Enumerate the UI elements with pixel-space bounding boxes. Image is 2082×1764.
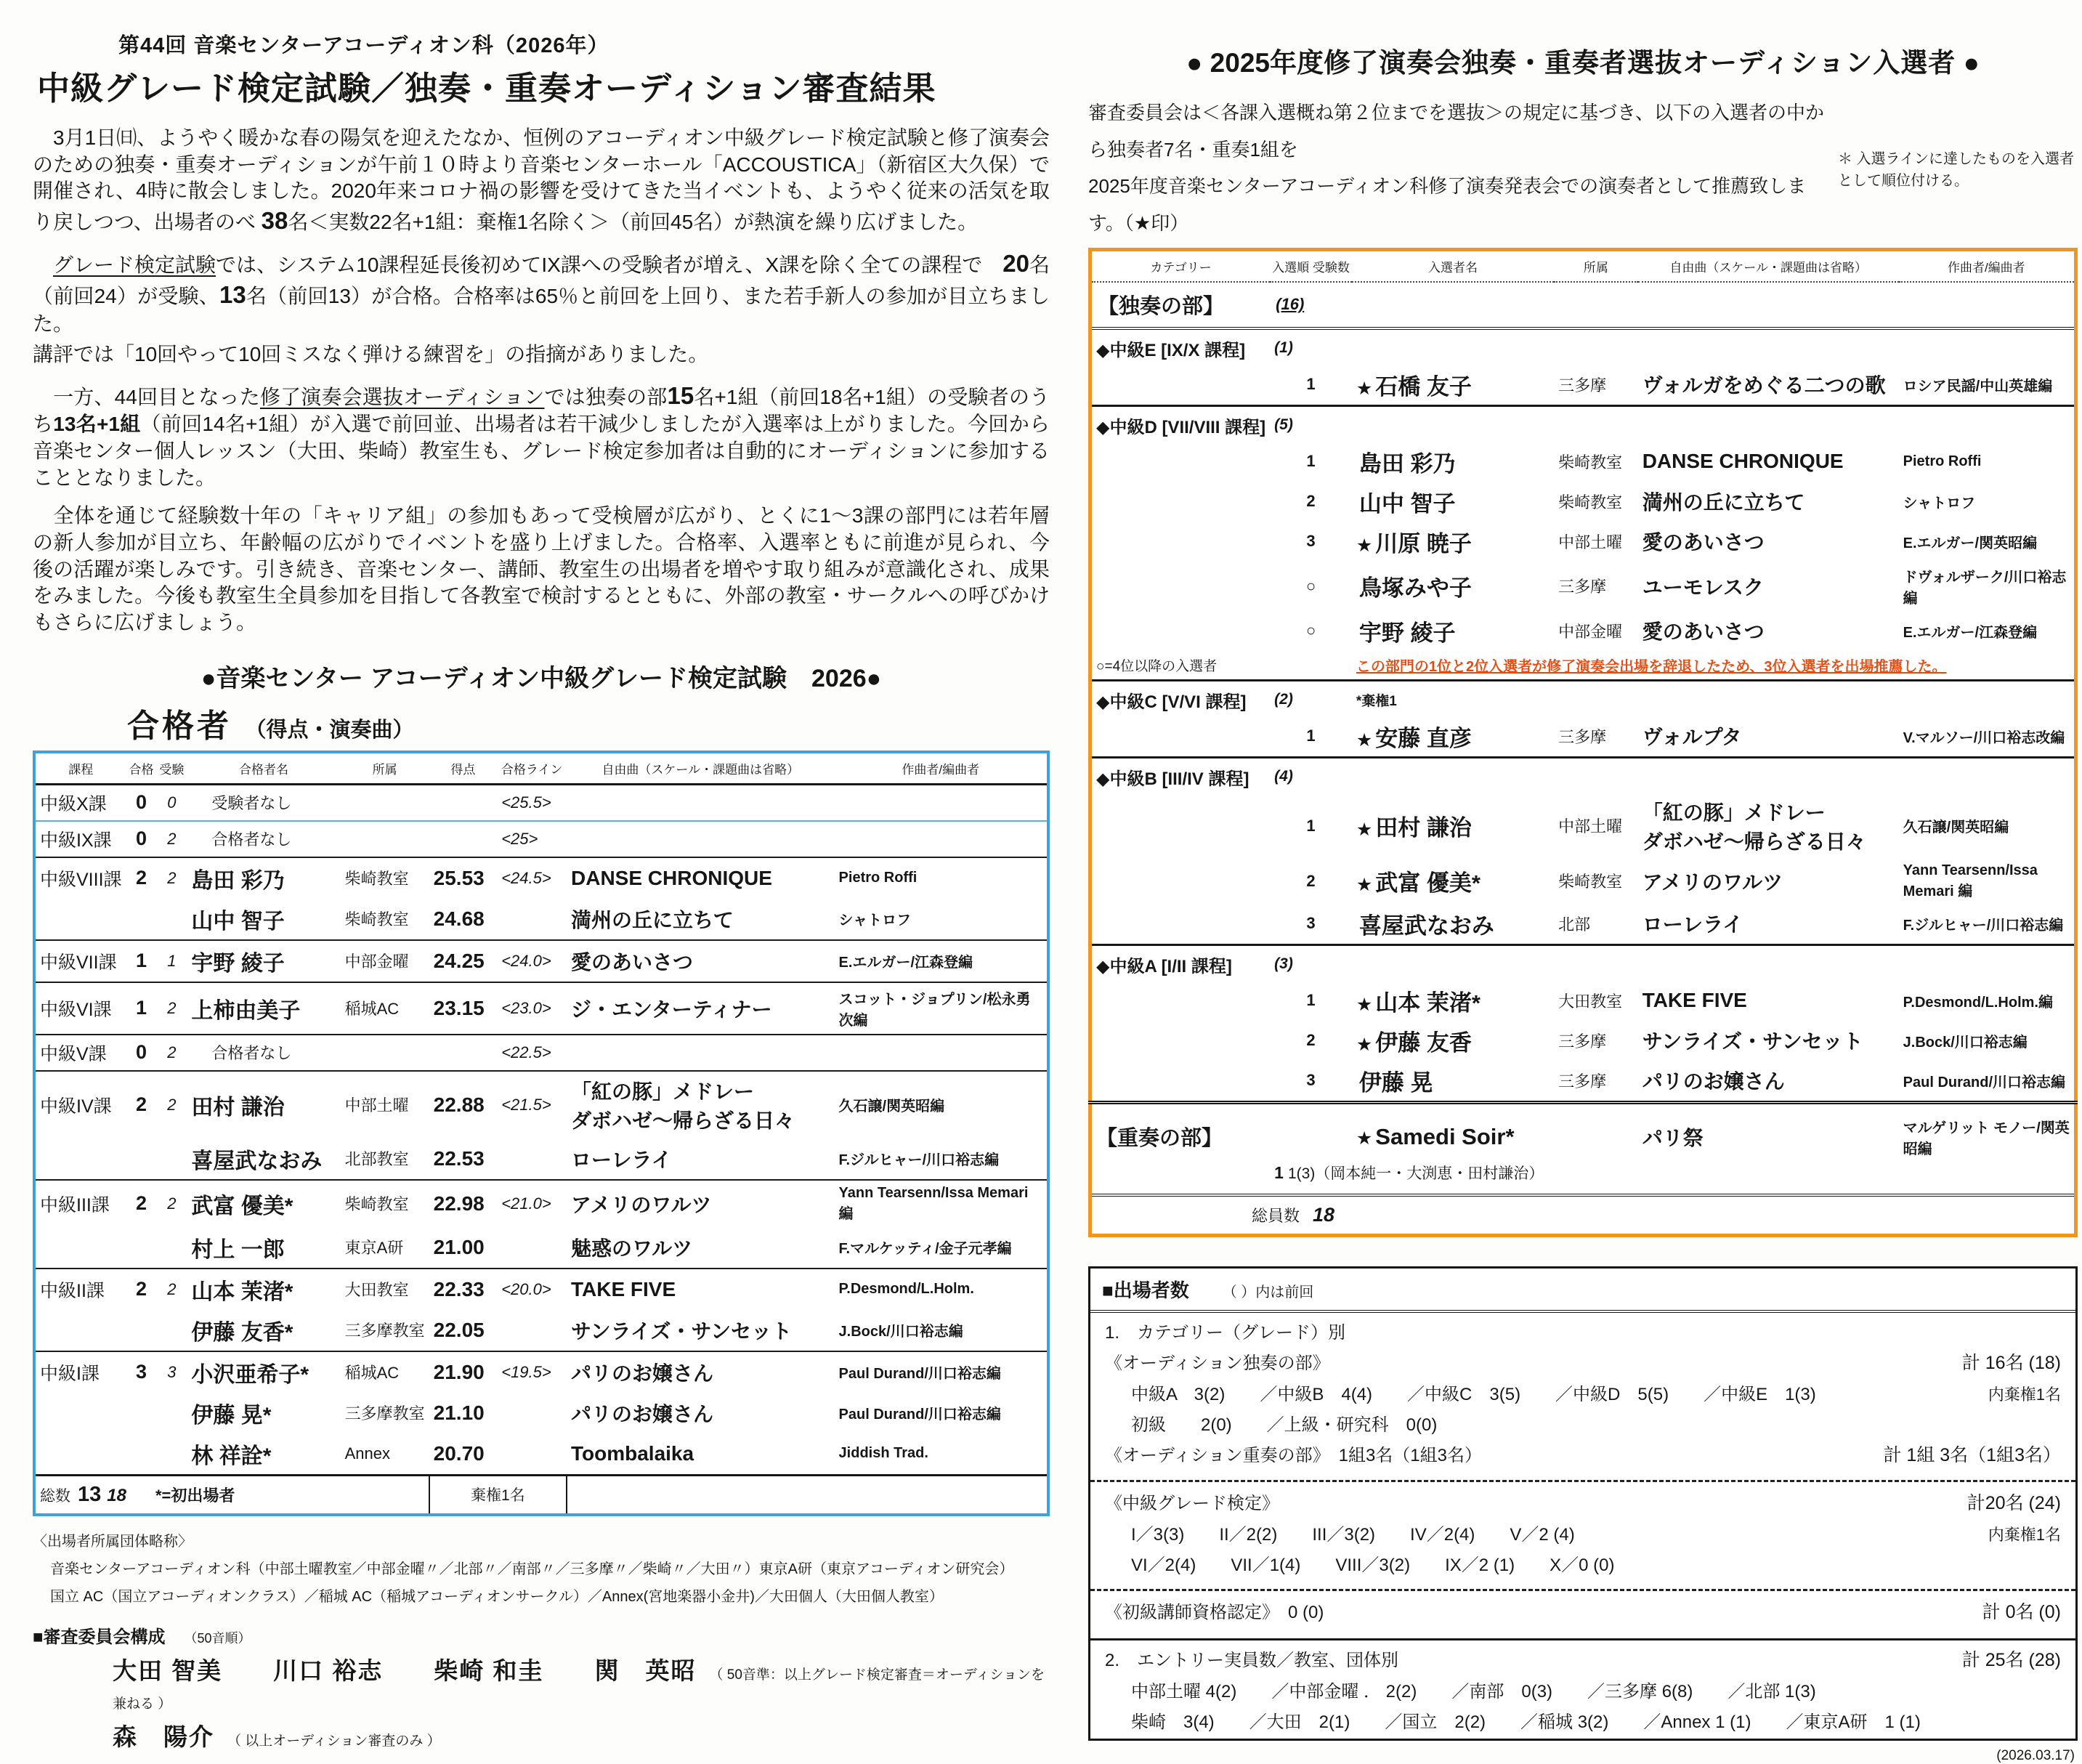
grade-results-table: [33, 750, 1050, 1516]
text-segment: 名＜実数22名+1組：棄権1名除く＞（前回45名）が熱演を繰り広げました。: [288, 211, 979, 234]
audition-intro: [1088, 94, 2078, 242]
abstain-note: *棄権1: [1352, 680, 2076, 716]
star-icon: ★: [1356, 1034, 1373, 1055]
cert-section-label: 《初級講師資格認定》: [1105, 1602, 1271, 1622]
entry-row: 3 喜屋武なおみ 北部 ローレライ F.ジルヒャー/川口裕志編: [1306, 913, 2064, 939]
text-segment: 名（前回24）が受験、: [33, 254, 1050, 308]
col-composer: 作曲者/編曲者: [1899, 249, 2076, 282]
entry-row: 1 ★ 山本 茉渚* 大田教室 TAKE FIVE P.Desmond/L.Holm.編: [1306, 989, 2053, 1016]
withdrawal-note: この部門の1位と2位入選者が修了演奏会出場を辞退したため、3位入選者を出場推薦した。: [1356, 658, 1947, 675]
text-segment: （前回14名+1組）が入選で前回並、出場者は若干減少しましたが入選率は上がりました。今回から音楽センター個人レッスン（大田、柴崎）教室生も、グレード検定参加者は自動的にオーディションに参加することとなりました。: [33, 413, 1050, 489]
ensemble-members: 1(3)（岡本純一・大渕恵・田村謙治）: [1287, 1165, 1544, 1182]
participant-stats-box: [1088, 1266, 2078, 1741]
col-composer: 作曲者/編曲者: [835, 752, 1048, 785]
cert-value: 0 (0): [1288, 1602, 1324, 1622]
stats-note: （ ）内は前回: [1222, 1284, 1314, 1300]
solo-section-label: 《オーディション独奏の部》: [1105, 1353, 1330, 1373]
col-name: 合格者名: [187, 752, 340, 785]
ranking-note: ＊ 入選ラインに達したものを入選者 として順位付ける。: [1838, 151, 2074, 189]
stats-section1-title: 1. カテゴリー（グレード）別: [1105, 1322, 1346, 1343]
col-line: 合格ライン: [497, 752, 567, 785]
category-row: ◆中級E [IX/X 課程] (1): [1090, 328, 2076, 365]
stats-section2-title: 2. エントリー実員数／教室、団体別: [1105, 1650, 1399, 1670]
grade-total: 計20名 (24): [1966, 1492, 2061, 1513]
table-row: 中級VIII課 2 2 島田 彩乃 柴崎教室 25.53 <24.5> DANSE CHRONIQUE Pietro Roffi: [34, 857, 1048, 899]
table-row: 林 祥詮* Annex 20.70 Toombalaika Jiddish Trad.: [191, 1441, 928, 1468]
judges-note: （ 50音準：以上グレード検定審査＝オーディションを兼ねる ）: [113, 1667, 1045, 1712]
total-label: 総数: [40, 1487, 70, 1505]
table-header-row: [34, 752, 1048, 785]
entry-row: 3 伊藤 晃 三多摩 パリのお嬢さん Paul Durand/川口裕志編: [1306, 1069, 2066, 1096]
entry-row: ○ 宇野 綾子 中部金曜 愛のあいさつ E.エルガー/江森登編: [1305, 620, 2038, 646]
judges-note: （ 以上オーディション審査のみ ）: [227, 1733, 441, 1749]
entry-row: 3 ★ 川原 暁子 中部土曜 愛のあいさつ E.エルガー/関英昭編: [1306, 530, 2038, 557]
first-timer-note: *=初出場者: [155, 1486, 235, 1505]
ensemble-members-row: [1090, 1162, 2076, 1195]
underlined-segment: グレード検定試験: [53, 254, 216, 277]
intro-line: 審査委員会は＜各課入選概ね第２位までを選抜＞の規定に基づき、以下の入選者の中から独奏者7名・重奏1組を: [1088, 102, 1824, 161]
intro-line: 2025年度音楽センターアコーディオン科修了演奏発表会での演奏者として推薦致します。（★印）: [1088, 175, 1807, 235]
paragraph-2: [33, 248, 1050, 337]
report-kicker: 第44回 音楽センターアコーディオン科（2026年）: [118, 34, 609, 57]
entry-row: 2 ★ 武富 優美* 柴崎教室 アメリのワルツ Yann Tearsenn/Issa Memari 編: [1306, 862, 2038, 899]
legend-line: 音楽センターアコーディオン科（中部土曜教室／中部金曜〃／北部〃／南部〃／三多摩〃／柴崎〃／大田〃）東京A研（東京アコーディオン研究会）: [50, 1561, 1014, 1577]
star-icon: ★: [1356, 875, 1373, 896]
solo-breakdown-line: 初級 2(0) ／上級・研究科 0(0): [1131, 1415, 1438, 1435]
abbreviation-legend: [33, 1528, 1050, 1611]
table-total-row: [34, 1475, 1048, 1515]
audition-winners-table: [1088, 248, 2078, 1237]
bold-number: 20: [1002, 250, 1029, 278]
judge-name: 森 陽介: [113, 1723, 214, 1750]
text-segment: 名+1組（前回18名+1組）の受験者のうち: [33, 386, 1050, 436]
table-row: 中級IX課 0 2 合格者なし <25>: [34, 821, 1048, 857]
grade-breakdown-line: VI／2(4) VII／1(4) VIII／3(2) IX／2 (1) X／0 (0): [1131, 1555, 1615, 1575]
duo-section-label: 《オーディション重奏の部》: [1105, 1445, 1321, 1465]
table-header-row: [1090, 249, 2076, 282]
report-title: 中級グレード検定試験／独奏・重奏オーディション審査結果: [37, 70, 936, 107]
category-row: ◆中級C [V/VI 課程] (2) *棄権1: [1090, 680, 2076, 716]
passers-note: （得点・演奏曲）: [245, 718, 414, 742]
ensemble-section-row: 【重奏の部】 ★ Samedi Soir* パリ祭 マルゲリット モノー/関英昭編: [1090, 1102, 2076, 1162]
col-group: 所属: [341, 752, 429, 785]
duo-value: 1組3名（1組3名）: [1338, 1445, 1482, 1465]
paragraph-4: 全体を通じて経験数十年の「キャリア組」の参加もあって受検層が広がり、とくに1～3課の部門には若年層の新人参加が目立ち、年齢幅の広がりでイベントを盛り上げました。合格率、入選率ともに前進が見られ、今後の活躍が楽しみです。引き続き、音楽センター、講師、教室生の出場者を増やす取り組みが意識化され、成果をみました。今後も教室生全員参加を目指して各教室で検討するとともに、外部の教室・サークルへの呼びかけもさらに広げましょう。: [33, 504, 1050, 634]
category-row: ◆中級B [III/IV 課程] (4): [1090, 757, 2076, 793]
circle-note: ○=4位以降の入選者: [1096, 658, 1218, 674]
entry-total: 計 25名 (28): [1961, 1649, 2061, 1670]
entry-row: 1 ★ 田村 謙治 中部土曜 「紅の豚」メドレー ダボハゼ～帰らざる日々 久石譲/関英昭編: [1306, 801, 2009, 853]
table-total-row: [1090, 1195, 2076, 1236]
entry-row: 1 ★ 石橋 友子 三多摩 ヴォルガをめぐる二つの歌 ロシア民謡/中山英雄編: [1306, 373, 2053, 400]
entry-breakdown-line: 柴崎 3(4) ／大田 2(1) ／国立 2(2) ／稲城 3(2) ／Annex 1 (1) ／東京A研 1 (1): [1131, 1712, 1921, 1732]
dashed-divider: [1090, 1480, 2075, 1482]
legend-line: 国立 AC（国立アコーディオンクラス）／稲城 AC（稲城アコーディオンサークル）／Annex(宮地楽器小金井)／大田個人（大田個人教室）: [50, 1588, 944, 1605]
passers-heading: [127, 700, 1050, 746]
grade-abstain-note: 内棄権1名: [1988, 1525, 2061, 1544]
col-group: 所属: [1554, 249, 1638, 282]
table-row: 中級X課 0 0 受験者なし <25.5>: [40, 791, 551, 814]
grade-section-label: 《中級グレード検定》: [1105, 1493, 1279, 1513]
note-row: [1090, 651, 2076, 681]
dashed-divider: [1090, 1589, 2075, 1591]
table-row: 喜屋武なおみ 北部教室 22.53 ローレライ F.ジルヒャー/川口裕志編: [191, 1146, 1000, 1173]
col-taken: 受験: [156, 752, 187, 785]
entry-breakdown-line: 中部土曜 4(2) ／中部金曜 ． 2(2) ／南部 0(3) ／三多摩 6(8) ／北部 1(3): [1131, 1681, 1816, 1702]
grade-exam-subtitle: ●音楽センター アコーディオン中級グレード検定試験 2026●: [200, 664, 882, 692]
entry-row: ○ 鳥塚みや子 三多摩 ユーモレスク ドヴォルザーク/川口裕志編: [1305, 569, 2067, 607]
total-count: 18: [1313, 1203, 1335, 1226]
text-segment: [33, 254, 53, 276]
star-icon: ★: [1356, 820, 1373, 841]
bold-number: 15: [667, 382, 694, 410]
star-icon: ★: [1356, 1128, 1373, 1149]
solo-breakdown-line: 中級A 3(2) ／中級B 4(4) ／中級C 3(5) ／中級D 5(5) ／中級E 1(3): [1131, 1384, 1816, 1404]
entry-row: 2 山中 智子 柴崎教室 満州の丘に立ちて シャトロフ: [1306, 490, 1976, 517]
star-icon: ★: [1356, 729, 1373, 750]
judges-title: ■審査委員会構成: [33, 1627, 166, 1647]
entry-row: 1 ★ 安藤 直彦 三多摩 ヴォルプタ V.マルソー/川口裕志改編: [1306, 725, 2065, 751]
paragraph-1: [33, 125, 1050, 236]
text-segment: 名（前回13）が合格。合格率は65％と前回を上回り、また若手新人の参加が目立ちました。: [33, 285, 1050, 335]
judging-committee: [33, 1622, 1050, 1752]
entry-row: 1 島田 彩乃 柴崎教室 DANSE CHRONIQUE Pietro Roffi: [1306, 450, 1982, 477]
table-row: 村上 一郎 東京A研 21.00 魅惑のワルツ F.マルケッティ/金子元孝編: [191, 1235, 1012, 1262]
star-icon: ★: [1356, 535, 1373, 556]
category-row: ◆中級A [I/II 課程] (3): [1090, 944, 2076, 981]
category-row: ◆中級D [VII/VIII 課程] (5): [1090, 405, 2076, 442]
judge-names: 大田 智美 川口 裕志 柴崎 和圭 関 英昭: [113, 1656, 697, 1684]
col-pass: 合格: [126, 752, 157, 785]
table-row: 中級V課 0 2 合格者なし <22.5>: [34, 1035, 1048, 1071]
left-page: [33, 29, 1050, 1752]
total-label: 総員数: [1252, 1206, 1300, 1225]
star-icon: ★: [1356, 378, 1373, 399]
bold-segment: 13名+1組: [53, 413, 141, 436]
table-row: 中級I課 3 3 小沢亜希子* 稲城AC 21.90 <19.5> パリのお嬢さん Paul Durand/川口裕志編: [34, 1351, 1048, 1393]
bold-number: 13: [219, 281, 246, 309]
table-row: 中級II課 2 2 山本 茉渚* 大田教室 22.33 <20.0> TAKE FIVE P.Desmond/L.Holm.: [34, 1269, 1048, 1310]
issue-date: (2026.03.17): [1996, 1747, 2075, 1763]
star-icon: ★: [1356, 994, 1373, 1015]
paragraph-2b: 講評では「10回やって10回ミスなく弾ける練習を」の指摘がありました。: [33, 343, 709, 366]
table-row: 中級VII課 1 1 宇野 綾子 中部金曜 24.25 <24.0> 愛のあいさつ E.エルガー/江森登編: [34, 940, 1048, 982]
solo-abstain-note: 内棄権1名: [1988, 1385, 2061, 1404]
col-grade: 課程: [34, 752, 126, 785]
right-page: [1088, 41, 2078, 1764]
text-segment: 3月1日㈰、ようやく暖かな春の陽気を迎えたなか、恒例のアコーディオン中級グレード検定試験と修了演奏会のための独奏・重奏オーディションが午前１０時より音楽センターホール「ACCOUSTICA」（新宿区大久保）で開催され、4時に散会しました。2020年来コロナ禍の影響を受けてきた当イベントも、ようやく従来の活気を取り戻しつつ、出場者のべ: [33, 126, 1050, 234]
table-row: 伊藤 晃* 三多摩教室 21.10 パリのお嬢さん Paul Durand/川口裕志編: [191, 1401, 1001, 1428]
solo-total: 計 16名 (18): [1961, 1352, 2061, 1373]
paragraph-3: [33, 380, 1050, 491]
underlined-segment: 修了演奏会選抜オーディション: [259, 386, 545, 409]
col-piece: 自由曲（スケール・課題曲は省略）: [1638, 249, 1899, 282]
duo-total: 計 1組 3名（1組3名）: [1883, 1444, 2061, 1465]
stats-title: ■出場者数: [1102, 1279, 1189, 1301]
passers-title: 合格者: [127, 708, 232, 744]
text-segment: では、システム10課程延長後初めてIX課への受験者が増え、X課を除く全ての課程で: [216, 254, 1003, 277]
section-row-solo: 【独奏の部】 (16): [1090, 282, 2076, 328]
col-name: 入選者名: [1352, 249, 1554, 282]
ensemble-rank: 1: [1274, 1162, 1284, 1182]
abstain-note: 棄権1名: [429, 1475, 567, 1515]
text-segment: 一方、44回目となった: [33, 386, 260, 409]
total-pass-count: 13: [78, 1482, 102, 1506]
judges-order-note: （50音順）: [184, 1630, 251, 1646]
text-segment: では独奏の部: [544, 386, 668, 409]
total-taken-count: 18: [107, 1485, 126, 1505]
legend-title: 〈出場者所属団体略称〉: [33, 1533, 193, 1550]
col-score: 得点: [429, 752, 498, 785]
table-row: 山中 智子 柴崎教室 24.68 満州の丘に立ちて シャトロフ: [191, 907, 912, 934]
table-row: 伊藤 友香* 三多摩教室 22.05 サンライズ・サンセット J.Bock/川口裕志編: [191, 1318, 963, 1345]
audition-title: ● 2025年度修了演奏会独奏・重奏者選抜オーディション入選者 ●: [1186, 48, 1980, 78]
entry-row: 2 ★ 伊藤 友香 三多摩 サンライズ・サンセット J.Bock/川口裕志編: [1306, 1029, 2028, 1056]
table-row: 中級III課 2 2 武富 優美* 柴崎教室 22.98 <21.0> アメリのワルツ Yann Tearsenn/Issa Memari 編: [34, 1180, 1048, 1227]
col-category: カテゴリー: [1090, 249, 1271, 282]
cert-total: 計 0名 (0): [1982, 1601, 2061, 1622]
grade-breakdown-line: I／3(3) II／2(2) III／3(2) IV／2(4) V／2 (4): [1131, 1524, 1575, 1545]
col-rank: 入選順 受験数: [1270, 249, 1352, 282]
table-row: 中級VI課 1 2 上柿由美子 稲城AC 23.15 <23.0> ジ・エンターティナー スコット・ジョプリン/松永勇次編: [34, 982, 1048, 1035]
table-row: 中級IV課 2 2 田村 謙治 中部土曜 22.88 <21.5> 「紅の豚」メドレー ダボハゼ～帰らざる日々 久石譲/関英昭編: [34, 1071, 1048, 1138]
col-piece: 自由曲（スケール・課題曲は省略）: [567, 752, 835, 785]
bold-number: 38: [261, 207, 288, 235]
